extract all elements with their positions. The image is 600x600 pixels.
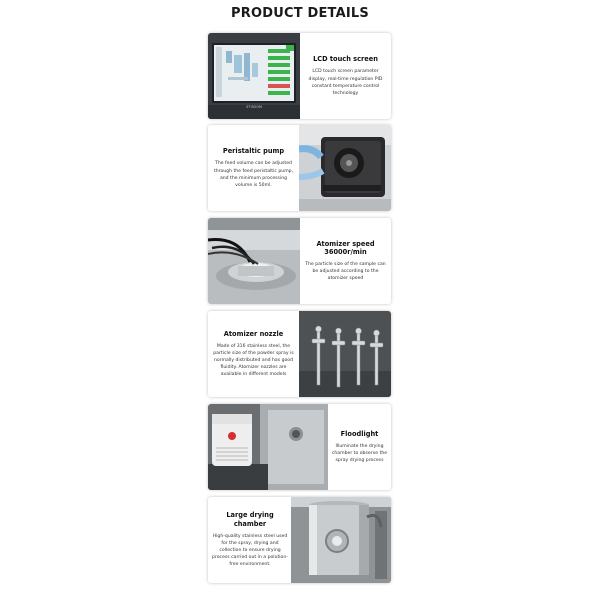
drying-chamber-photo — [291, 497, 391, 583]
card-atomizer-speed — [208, 218, 391, 304]
section-description: Illuminate the drying chamber to observe the spray drying process — [331, 443, 388, 464]
section-description: The particle size of the sample can be adjusted according to the atomizer speed — [305, 262, 386, 282]
card-large-drying-chamber — [208, 497, 391, 583]
section-heading: Peristaltic pump — [222, 147, 285, 156]
section-description: High-quality stainless steel used for the spray, drying and collection to ensure drying process carried out in a polution-free environment. — [212, 533, 288, 568]
atomizer-nozzles-photo — [299, 311, 391, 397]
page-title: PRODUCT DETAILS — [231, 6, 369, 21]
section-heading: LCD touch screen — [313, 55, 378, 64]
peristaltic-pump-photo — [299, 125, 391, 211]
card-floodlight — [208, 404, 391, 490]
card-lcd-touch-screen — [208, 33, 391, 119]
section-heading: Atomizer speed 36000r/min — [316, 239, 375, 256]
section-description: The feed volume can be adjusted through the feed peristaltic pump, and the minimum processing volume is 50ml. — [213, 161, 294, 188]
section-heading: Atomizer nozzle — [223, 329, 284, 338]
section-description: LCD touch screen parameter display, real-time regulation PID constant temperature control technology — [308, 69, 383, 96]
floodlight-photo — [208, 404, 328, 490]
section-description: Made of 316 stainless steel, the particle size of the powder spray is normally distributed and has good fluidity. Atomizer nozzles are available in different models — [213, 343, 294, 378]
card-peristaltic-pump — [208, 125, 391, 211]
lcd-touch-screen-photo — [208, 33, 300, 119]
section-heading: Large drying chamber — [226, 511, 274, 528]
atomizer-photo — [208, 218, 300, 304]
card-atomizer-nozzle — [208, 311, 391, 397]
section-heading: Floodlight — [340, 429, 379, 438]
brand-text: ST·BOOM — [246, 105, 262, 109]
